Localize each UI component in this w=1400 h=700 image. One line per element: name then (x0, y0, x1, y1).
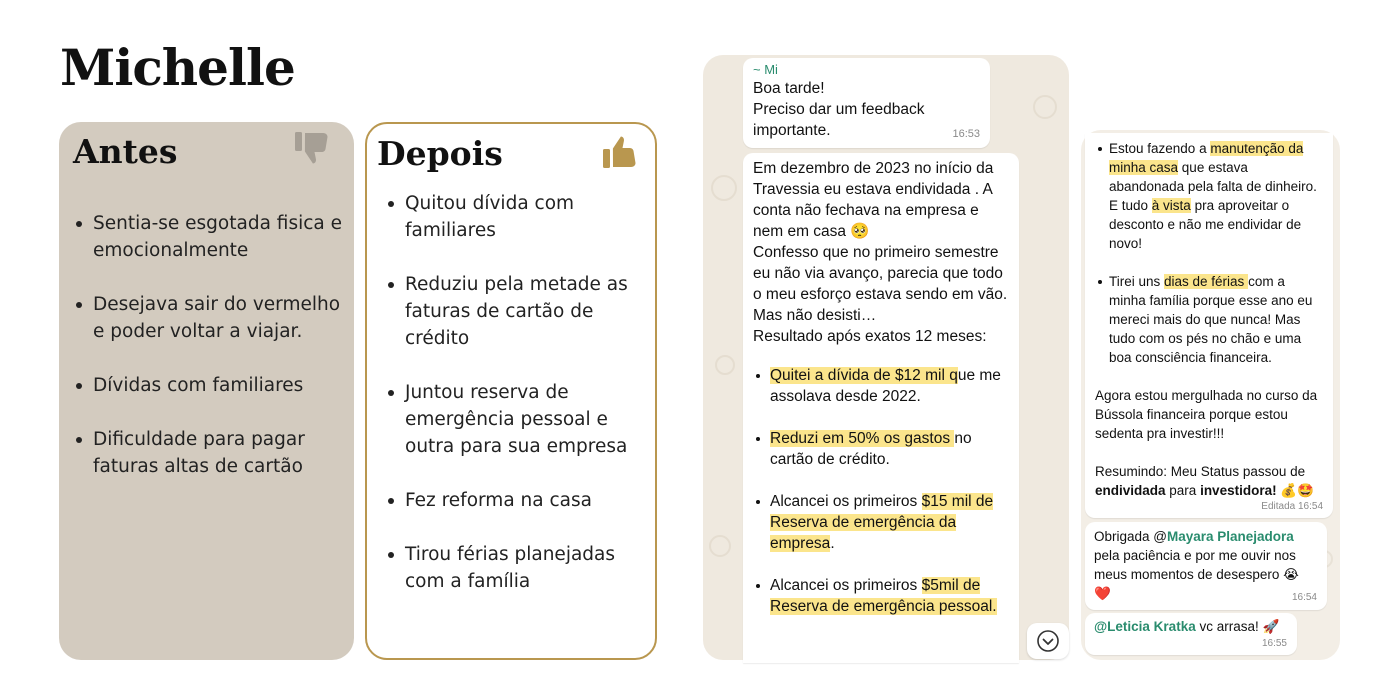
list-item: Juntou reserva de emergência pessoal e outra para sua empresa (385, 379, 647, 460)
chevron-down-icon (1036, 629, 1060, 653)
antes-card (59, 122, 354, 660)
message-text: Resultado após exatos 12 meses: (753, 328, 987, 345)
list-item: Reduziu pela metade as faturas de cartão de crédito (385, 271, 647, 352)
list-item: Alcancei os primeiros $15 mil de Reserva de emergência da empresa. (753, 491, 1009, 554)
chat-message-thanks (1085, 522, 1327, 610)
message-text: Agora estou mergulhada no curso da Bússola financeira porque estou sedenta pra investir!!! (1095, 388, 1318, 441)
list-item: Estou fazendo a manutenção da minha casa que estava abandonada pela falta de dinheiro. E tudo à vista pra aproveitar o desconto e não me endividar de novo! (1095, 139, 1323, 253)
thumbs-up-icon (603, 132, 641, 170)
chat-message-summary (1085, 133, 1333, 518)
page-title: Michelle (60, 38, 295, 97)
message-text: Confesso que no primeiro semestre eu não via avanço, parecia que todo o meu esforço estava sendo em vão. (753, 244, 1008, 303)
list-item: Sentia-se esgotada fisica e emocionalmente (73, 210, 343, 264)
heart-icon: ❤️ (1094, 586, 1111, 601)
thumbs-down-icon (295, 130, 333, 168)
message-text: Em dezembro de 2023 no início da Travessia eu estava endividada . A conta não fechava na empresa e nem em casa 🥺 (753, 160, 994, 240)
message-text: Obrigada @Mayara Planejadora pela paciência e por me ouvir nos meus momentos de desespero 😭 (1094, 529, 1299, 582)
message-time: 16:53 (952, 128, 980, 140)
message-text: @Leticia Kratka vc arrasa! 🚀 (1094, 619, 1280, 634)
list-item: Alcancei os primeiros $5mil de Reserva de emergência pessoal. (753, 575, 1009, 617)
list-item: Tirei uns dias de férias com a minha família porque esse ano eu mereci mais do que nunca! Mas tudo com os pés no chão e uma boa consciência financeira. (1095, 272, 1323, 367)
list-item: Quitou dívida com familiares (385, 190, 647, 244)
list-item: Dívidas com familiares (73, 372, 343, 399)
scroll-down-button[interactable] (1027, 623, 1069, 659)
list-item: Dificuldade para pagar faturas altas de cartão (73, 426, 343, 480)
chat-message-feedback (743, 153, 1019, 663)
list-item: Reduzi em 50% os gastos no cartão de crédito. (753, 428, 1009, 470)
message-text: Preciso dar um feedback importante. (753, 101, 925, 139)
message-text: Mas não desisti… (753, 307, 877, 324)
antes-list (73, 210, 343, 507)
message-sender: ~ Mi (753, 62, 980, 78)
results-list (753, 365, 1009, 617)
chat-message-reply (1085, 613, 1297, 655)
list-item: Desejava sair do vermelho e poder voltar a viajar. (73, 291, 343, 345)
message-text: Boa tarde! (753, 80, 825, 97)
list-item: Quitei a dívida de $12 mil que me assolava desde 2022. (753, 365, 1009, 407)
list-item: Tirou férias planejadas com a família (385, 541, 647, 595)
chat-message-greeting (743, 58, 990, 148)
message-text: Resumindo: Meu Status passou de endividada para investidora! 💰🤩 (1095, 464, 1314, 498)
list-item: Fez reforma na casa (385, 487, 647, 514)
message-time: 16:55 (1261, 638, 1287, 649)
mention-link[interactable]: Mayara Planejadora (1167, 529, 1294, 544)
depois-card (365, 122, 657, 660)
message-time: 16:54 (1291, 592, 1317, 603)
message-time: Editada 16:54 (1261, 501, 1323, 512)
achievements-list (1095, 139, 1323, 367)
mention-link[interactable]: @Leticia Kratka (1094, 619, 1196, 634)
depois-list (385, 190, 647, 622)
depois-title: Depois (377, 134, 503, 173)
antes-title: Antes (73, 132, 178, 171)
